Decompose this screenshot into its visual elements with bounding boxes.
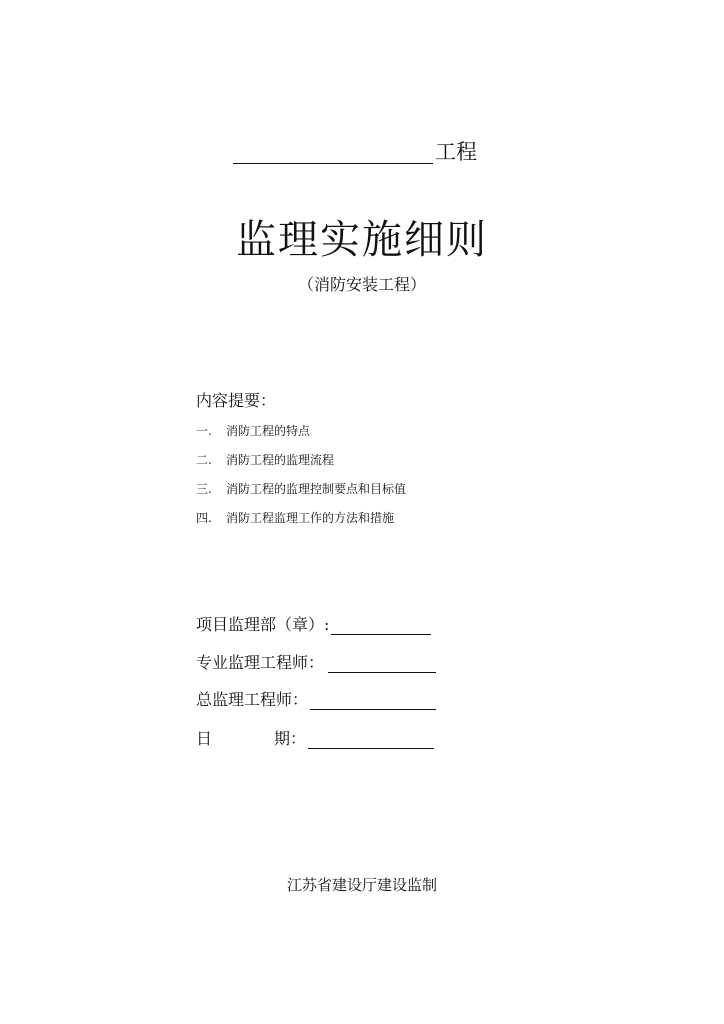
- signature-label-date-2: 期：: [274, 729, 307, 748]
- summary-item-text: 消防工程的特点: [226, 424, 311, 438]
- document-title: 监理实施细则: [236, 217, 488, 263]
- summary-item: [196, 480, 406, 497]
- signature-row-project-dept: [196, 612, 431, 635]
- signature-row-chief: [196, 687, 436, 710]
- footer-issuer: 江苏省建设厅建设监制: [286, 876, 437, 894]
- summary-item-text: 消防工程的监理控制要点和目标值: [226, 482, 407, 496]
- project-name-line: [233, 140, 477, 164]
- project-name-blank: [233, 141, 433, 164]
- signature-row-date: [196, 726, 434, 749]
- summary-item: [196, 451, 334, 468]
- signature-blank-chief: [310, 691, 436, 710]
- signature-label-specialist: 专业监理工程师：: [196, 653, 325, 672]
- summary-item-text: 消防工程的监理流程: [226, 453, 335, 467]
- document-subtitle: （消防安装工程）: [297, 275, 426, 294]
- signature-blank-specialist: [328, 654, 436, 673]
- signature-label-date-1: 日: [196, 729, 213, 748]
- summary-item: [196, 422, 310, 439]
- signature-row-specialist: [196, 650, 436, 673]
- summary-item-number: 二.: [196, 453, 212, 467]
- summary-item-number: 四.: [196, 511, 212, 525]
- signature-blank-project-dept: [331, 616, 431, 635]
- signature-label-chief: 总监理工程师：: [196, 690, 309, 709]
- summary-item-number: 一.: [196, 424, 212, 438]
- summary-item-text: 消防工程监理工作的方法和措施: [226, 511, 395, 525]
- summary-heading: 内容提要：: [196, 391, 277, 410]
- summary-item: [196, 509, 394, 526]
- signature-blank-date: [308, 730, 434, 749]
- summary-item-number: 三.: [196, 482, 212, 496]
- signature-label-project-dept: 项目监理部（章）:: [196, 615, 330, 634]
- project-suffix: 工程: [435, 140, 477, 164]
